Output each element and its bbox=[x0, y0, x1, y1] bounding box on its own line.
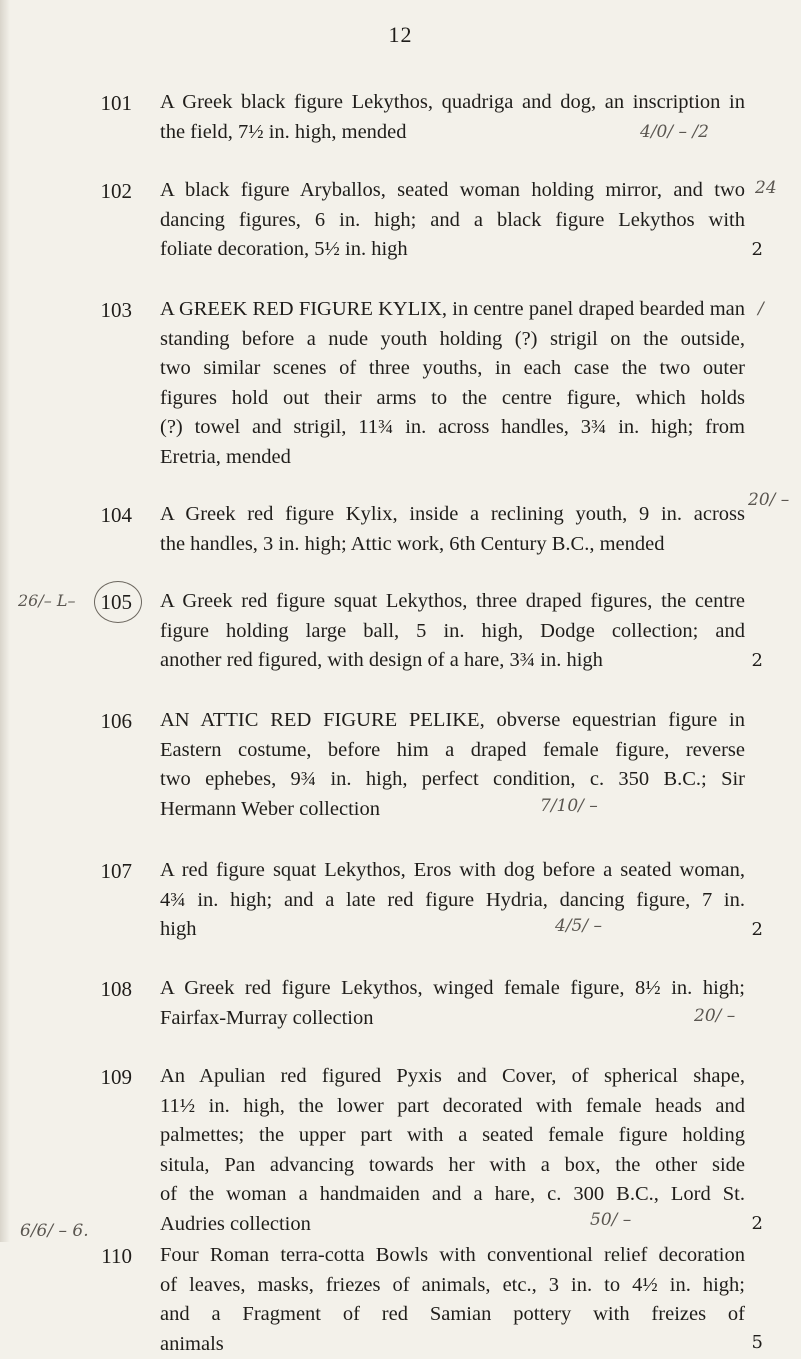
page-edge-shadow bbox=[0, 0, 10, 1242]
lot-line: of leaves, masks, friezes of animals, etc., 3 in. to 4½ in. high; bbox=[160, 1271, 745, 1301]
lot-line: A Greek red figure Lekythos, winged female figure, 8½ in. high; bbox=[160, 974, 745, 1004]
lot-description bbox=[160, 856, 745, 945]
lot-line: (?) towel and strigil, 11¾ in. across handles, 3¾ in. high; from bbox=[160, 413, 745, 443]
lot-number: 103 bbox=[62, 295, 132, 325]
lot-line: situla, Pan advancing towards her with a box, the other side bbox=[160, 1151, 745, 1181]
lot-line: 4¾ in. high; and a late red figure Hydria, dancing figure, 7 in. bbox=[160, 886, 745, 916]
lot-number: 108 bbox=[62, 974, 132, 1004]
lot-line: two similar scenes of three youths, in each case the two outer bbox=[160, 354, 745, 384]
lot-line: AN ATTIC RED FIGURE PELIKE, obverse equestrian figure in bbox=[160, 706, 745, 736]
lot-line: A Greek red figure squat Lekythos, three draped figures, the centre bbox=[160, 587, 745, 617]
handwritten-price: 4/5/ – bbox=[555, 916, 602, 936]
lot-line: 11½ in. high, the lower part decorated with female heads and bbox=[160, 1092, 745, 1122]
lot-quantity-mark: 2 bbox=[752, 236, 763, 264]
lot-number: 106 bbox=[62, 706, 132, 736]
lot-line: palmettes; the upper part with a seated female figure holding bbox=[160, 1121, 745, 1151]
lot-line: two ephebes, 9¾ in. high, perfect condition, c. 350 B.C.; Sir bbox=[160, 765, 745, 795]
lot-description bbox=[160, 500, 745, 559]
handwritten-price: / bbox=[758, 299, 764, 319]
lot-line: foliate decoration, 5½ in. high bbox=[160, 235, 745, 265]
lot-description bbox=[160, 974, 745, 1033]
lot-description bbox=[160, 706, 745, 824]
handwritten-price: 24 bbox=[755, 178, 777, 198]
lot-number: 107 bbox=[62, 856, 132, 886]
lot-line: Four Roman terra-cotta Bowls with conventional relief decoration bbox=[160, 1241, 745, 1271]
lot-line: and a Fragment of red Samian pottery with freizes of bbox=[160, 1300, 745, 1330]
lot-line: Fairfax-Murray collection bbox=[160, 1004, 745, 1034]
lot-line: A GREEK RED FIGURE KYLIX, in centre panel draped bearded man bbox=[160, 295, 745, 325]
lot-quantity-mark: 2 bbox=[752, 647, 763, 675]
lot-line: high bbox=[160, 915, 745, 945]
lot-number: 105 bbox=[62, 587, 132, 617]
handwritten-price: 6/6/ – 6. bbox=[20, 1221, 89, 1241]
lot-line: A black figure Aryballos, seated woman holding mirror, and two bbox=[160, 176, 745, 206]
lot-line: Eretria, mended bbox=[160, 443, 745, 473]
lot-line: animals bbox=[160, 1330, 745, 1359]
lot-line: A Greek black figure Lekythos, quadriga and dog, an inscription in bbox=[160, 88, 745, 118]
lot-line: the handles, 3 in. high; Attic work, 6th Century B.C., mended bbox=[160, 530, 745, 560]
lot-line: A Greek red figure Kylix, inside a reclining youth, 9 in. across bbox=[160, 500, 745, 530]
lot-line: figure holding large ball, 5 in. high, Dodge collection; and bbox=[160, 617, 745, 647]
handwritten-price: 4/0/ – /2 bbox=[640, 122, 709, 142]
lot-line: standing before a nude youth holding (?) strigil on the outside, bbox=[160, 325, 745, 355]
lot-line: A red figure squat Lekythos, Eros with dog before a seated woman, bbox=[160, 856, 745, 886]
lot-line: dancing figures, 6 in. high; and a black figure Lekythos with bbox=[160, 206, 745, 236]
lot-quantity-mark: 2 bbox=[752, 1210, 763, 1238]
lot-number: 102 bbox=[62, 176, 132, 206]
handwritten-price: 50/ – bbox=[590, 1210, 631, 1230]
handwritten-price: 7/10/ – bbox=[540, 796, 598, 816]
lot-line: the field, 7½ in. high, mended bbox=[160, 118, 745, 148]
lot-quantity-mark: 5 bbox=[752, 1329, 763, 1357]
lot-description bbox=[160, 176, 745, 265]
handwritten-price: 26/– L– bbox=[18, 591, 75, 610]
lot-line: figures hold out their arms to the centre figure, which holds bbox=[160, 384, 745, 414]
lot-line: another red figured, with design of a hare, 3¾ in. high bbox=[160, 646, 745, 676]
lot-description bbox=[160, 1062, 745, 1239]
lot-description bbox=[160, 587, 745, 676]
lot-line: Eastern costume, before him a draped female figure, reverse bbox=[160, 736, 745, 766]
handwritten-price: 20/ – bbox=[748, 490, 789, 510]
lot-number: 101 bbox=[62, 88, 132, 118]
lot-description bbox=[160, 1241, 745, 1359]
handwritten-price: 20/ – bbox=[694, 1006, 735, 1026]
lot-line: of the woman a handmaiden and a hare, c. 300 B.C., Lord St. bbox=[160, 1180, 745, 1210]
page-number: 12 bbox=[0, 22, 801, 48]
lot-quantity-mark: 2 bbox=[752, 916, 763, 944]
lot-number: 109 bbox=[62, 1062, 132, 1092]
lot-description bbox=[160, 295, 745, 472]
lot-line: An Apulian red figured Pyxis and Cover, of spherical shape, bbox=[160, 1062, 745, 1092]
lot-number: 110 bbox=[62, 1241, 132, 1271]
lot-line: Audries collection bbox=[160, 1210, 745, 1240]
lot-line: Hermann Weber collection bbox=[160, 795, 745, 825]
lot-number: 104 bbox=[62, 500, 132, 530]
